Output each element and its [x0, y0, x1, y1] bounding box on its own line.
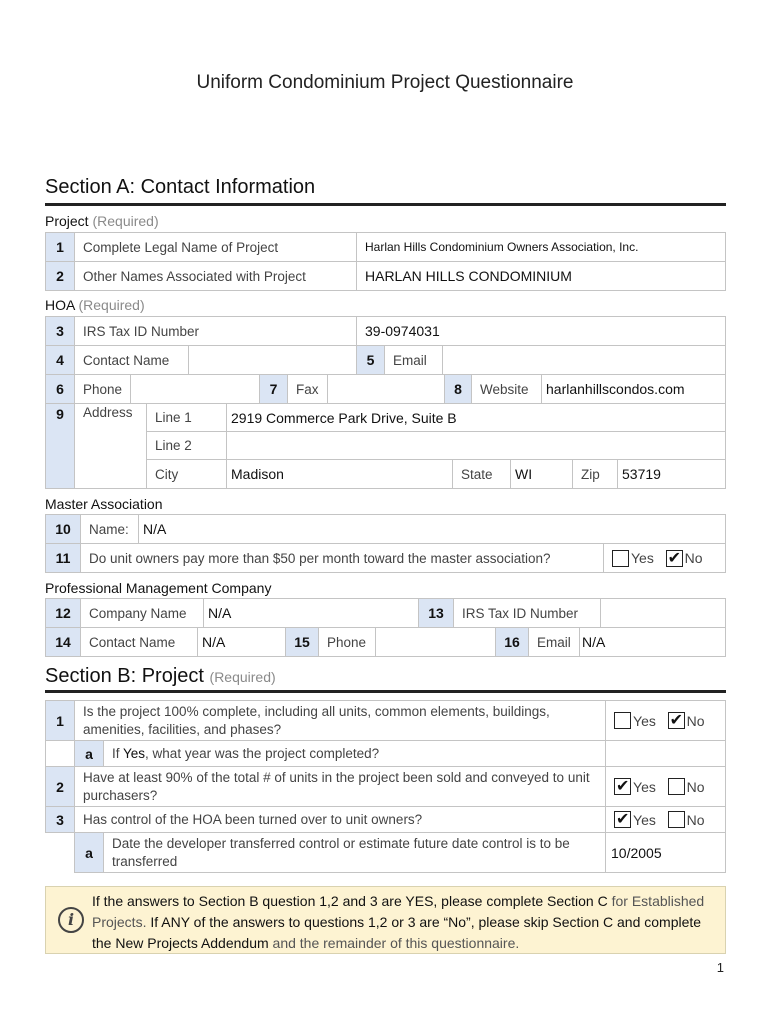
- line2-label: Line 2: [147, 432, 227, 460]
- section-b-title: Section B: Project (Required): [45, 665, 276, 687]
- hoa-table-row-6: [45, 374, 726, 404]
- project-complete-answer: [606, 701, 726, 741]
- fax-label: Fax: [288, 375, 328, 404]
- q-number: 16: [496, 628, 529, 657]
- master-association-label: Master Association: [45, 496, 163, 512]
- hoa-address-table: [45, 403, 726, 489]
- q-number: 7: [260, 375, 288, 404]
- q-number: 9: [46, 404, 75, 489]
- website-label: Website: [472, 375, 542, 404]
- tax-id-label: IRS Tax ID Number: [75, 317, 357, 346]
- master-association-table: [45, 514, 726, 573]
- company-tax-id-label: IRS Tax ID Number: [454, 599, 601, 628]
- contact-name-field[interactable]: [189, 346, 357, 375]
- hoa-control-question: Has control of the HOA been turned over to unit owners?: [75, 807, 606, 833]
- phone-label: Phone: [75, 375, 131, 404]
- section-b-rule: [45, 690, 726, 693]
- notice-part-3: If ANY of the answers to questions 1,2 or 3 are “No”, please skip Section C and complete the New Projects Addendum: [92, 914, 702, 951]
- q-number: 11: [46, 544, 81, 573]
- management-row-14: [45, 627, 726, 657]
- q-number: 15: [286, 628, 319, 657]
- units-sold-answer: [606, 767, 726, 807]
- yes-label: Yes: [631, 550, 654, 566]
- line1-field[interactable]: 2919 Commerce Park Drive, Suite B: [227, 404, 726, 432]
- company-name-field[interactable]: N/A: [204, 599, 419, 628]
- company-phone-label: Phone: [319, 628, 376, 657]
- state-label: State: [453, 460, 511, 489]
- email-field[interactable]: [443, 346, 726, 375]
- section-a-rule: [45, 203, 726, 206]
- phone-field[interactable]: [131, 375, 260, 404]
- info-icon: i: [58, 907, 84, 933]
- company-contact-label: Contact Name: [81, 628, 198, 657]
- email-label: Email: [385, 346, 443, 375]
- hoa-label: HOA (Required): [45, 297, 145, 313]
- city-label: City: [147, 460, 227, 489]
- yes-checkbox[interactable]: [614, 778, 631, 795]
- management-row-12: [45, 598, 726, 628]
- hoa-table-row-4: [45, 345, 726, 375]
- hoa-control-answer: [606, 807, 726, 833]
- no-checkbox[interactable]: [668, 778, 685, 795]
- contact-name-label: Contact Name: [75, 346, 189, 375]
- master-name-label: Name:: [81, 515, 139, 544]
- yes-label: Yes: [633, 712, 656, 729]
- q-number: 1: [46, 701, 75, 741]
- section-c-notice: [45, 886, 726, 954]
- q-number: 6: [46, 375, 75, 404]
- completion-year-question: If Yes, what year was the project completed?: [104, 741, 606, 767]
- notice-part-2: for Established Projects.: [92, 893, 705, 930]
- no-label: No: [684, 550, 703, 566]
- completion-year-field[interactable]: [606, 741, 726, 767]
- yes-checkbox[interactable]: [614, 712, 631, 729]
- master-fee-question: Do unit owners pay more than $50 per month toward the master association?: [81, 544, 604, 573]
- q-number: 2: [46, 262, 75, 291]
- hoa-table-row-3: [45, 316, 726, 346]
- q-number: 14: [46, 628, 81, 657]
- indent-cell: [46, 833, 75, 873]
- q-number: 3: [46, 317, 75, 346]
- legal-name-field[interactable]: Harlan Hills Condominium Owners Association, Inc.: [357, 233, 726, 262]
- management-company-label: Professional Management Company: [45, 580, 272, 596]
- notice-part-1: If the answers to Section B question 1,2 and 3 are YES, please complete Section C: [92, 893, 608, 909]
- q-number: 12: [46, 599, 81, 628]
- company-email-label: Email: [529, 628, 580, 657]
- indent-cell: [46, 741, 75, 767]
- q-number: 13: [419, 599, 454, 628]
- other-names-label: Other Names Associated with Project: [75, 262, 357, 291]
- page-number: 1: [716, 960, 724, 975]
- project-complete-question: Is the project 100% complete, including all units, common elements, buildings, amenities, facilities, and phases?: [75, 701, 606, 741]
- section-b-row-3: [46, 807, 726, 833]
- q-number: 2: [46, 767, 75, 807]
- no-label: No: [686, 811, 705, 828]
- q-number: 4: [46, 346, 75, 375]
- page-title: Uniform Condominium Project Questionnaire: [196, 72, 574, 93]
- no-label: No: [686, 778, 705, 795]
- address-label: Address: [75, 404, 147, 489]
- master-name-field[interactable]: N/A: [139, 515, 726, 544]
- no-checkbox[interactable]: [668, 811, 685, 828]
- project-row-2: [46, 262, 726, 291]
- control-date-field[interactable]: 10/2005: [606, 833, 726, 873]
- q-number: 8: [445, 375, 472, 404]
- q-number: 5: [357, 346, 385, 375]
- tax-id-field[interactable]: 39-0974031: [357, 317, 726, 346]
- section-a-title: Section A: Contact Information: [45, 176, 316, 198]
- state-field[interactable]: WI: [511, 460, 573, 489]
- zip-label: Zip: [573, 460, 618, 489]
- line2-field[interactable]: [227, 432, 726, 460]
- units-sold-question: Have at least 90% of the total # of units in the project been sold and conveyed to unit purchasers?: [75, 767, 606, 807]
- no-label: No: [686, 712, 705, 729]
- company-name-label: Company Name: [81, 599, 204, 628]
- q-sub-number: a: [75, 741, 104, 767]
- website-field[interactable]: harlanhillscondos.com: [542, 375, 726, 404]
- control-date-question: Date the developer transferred control or estimate future date control is to be transferred: [104, 833, 606, 873]
- company-phone-field[interactable]: [376, 628, 496, 657]
- no-checkbox[interactable]: [668, 712, 685, 729]
- company-tax-id-field[interactable]: [601, 599, 726, 628]
- section-b-row-2: [46, 767, 726, 807]
- other-names-field[interactable]: HARLAN HILLS CONDOMINIUM: [357, 262, 726, 291]
- project-label: Project (Required): [45, 213, 159, 229]
- company-email-field[interactable]: N/A: [580, 628, 726, 657]
- legal-name-label: Complete Legal Name of Project: [75, 233, 357, 262]
- yes-label: Yes: [633, 778, 656, 795]
- company-contact-field[interactable]: N/A: [198, 628, 286, 657]
- yes-checkbox[interactable]: [612, 550, 629, 567]
- section-b-table: [45, 700, 726, 873]
- yes-checkbox[interactable]: [614, 811, 631, 828]
- zip-field[interactable]: 53719: [618, 460, 726, 489]
- fax-field[interactable]: [328, 375, 445, 404]
- section-b-row-1a: [46, 741, 726, 767]
- q-number: 10: [46, 515, 81, 544]
- city-field[interactable]: Madison: [227, 460, 453, 489]
- notice-part-4: and the remainder of this questionnaire.: [268, 935, 520, 951]
- q-number: 1: [46, 233, 75, 262]
- q-sub-number: a: [75, 833, 104, 873]
- section-b-row-1: [46, 701, 726, 741]
- master-fee-answer: [604, 544, 726, 573]
- project-table: [45, 232, 726, 291]
- project-row-1: [46, 233, 726, 262]
- yes-label: Yes: [633, 811, 656, 828]
- section-b-row-3a: [46, 833, 726, 873]
- q-number: 3: [46, 807, 75, 833]
- line1-label: Line 1: [147, 404, 227, 432]
- no-checkbox[interactable]: [666, 550, 683, 567]
